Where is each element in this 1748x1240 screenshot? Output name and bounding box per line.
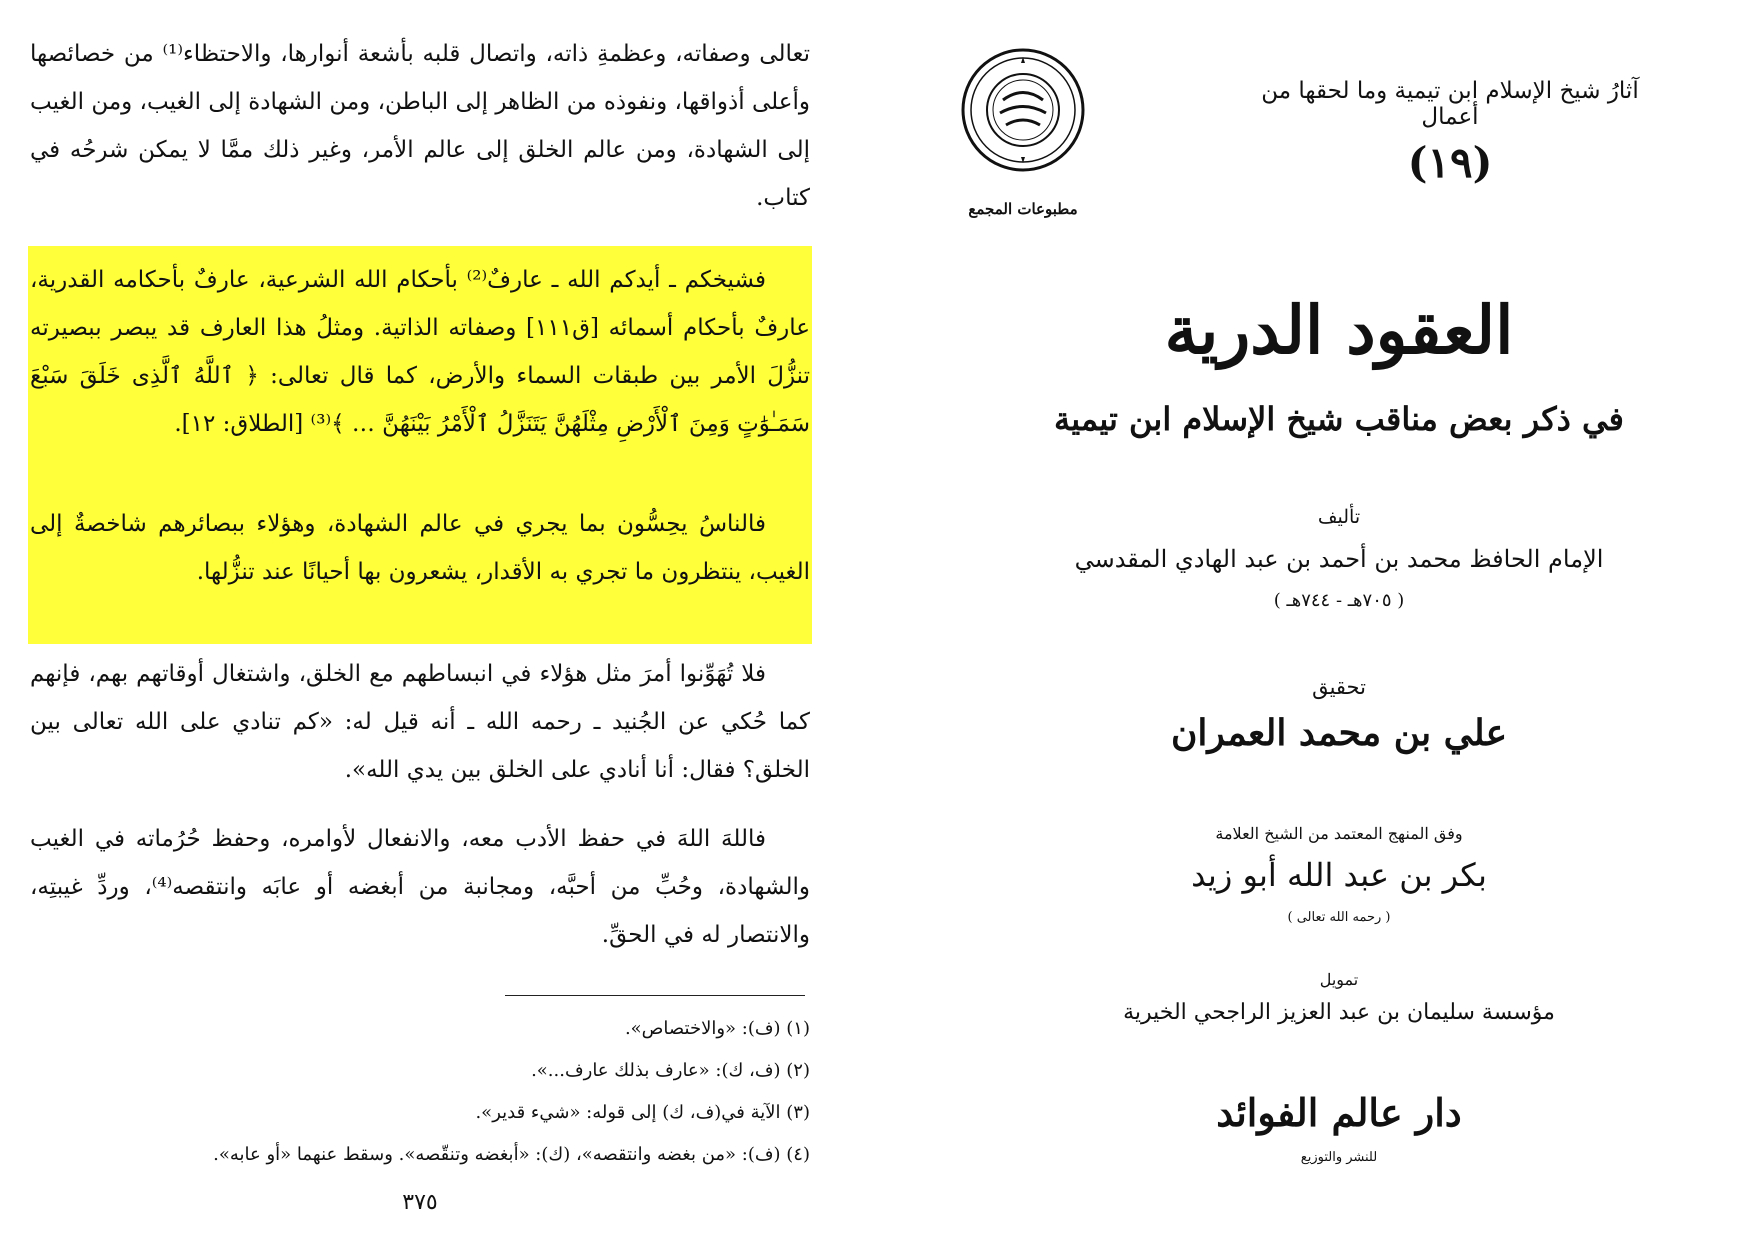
book-subtitle: في ذكر بعض مناقب شيخ الإسلام ابن تيمية <box>1054 400 1624 438</box>
scholar-prayer: ( رحمه الله تعالى ) <box>1287 910 1391 925</box>
left-page <box>0 0 840 1240</box>
footnote-1: (١) (ف): «والاختصاص». <box>624 1018 810 1039</box>
footnote-4: (٤) (ف): «من بغضه وانتقصه»، (ك): «أبغضه وتنقّصه». وسقط عنهما «أو عابه». <box>213 1144 810 1165</box>
editor-name: علي بن محمد العمران <box>1170 712 1508 754</box>
footnote-3: (٣) الآية في(ف، ك) إلى قوله: «شيء قدير». <box>475 1102 810 1123</box>
series-title: آثارُ شيخ الإسلام ابن تيمية وما لحقها من أعمال <box>1261 78 1639 130</box>
paragraph-1-text: تعالى وصفاته، وعظمةِ ذاته، واتصال قلبه بأشعة أنوارها، والاحتظاء⁽¹⁾ من خصائصها وأعلى أذواقها، ونفوذه من الظاهر إلى الباطن، ومن الشهادة إلى الغيب، ومن الغيب إلى الشهادة، ومن عالم الخلق إلى عالم الأمر، وغير ذلك ممَّا لا يمكن شرحُه في كتاب. <box>29 41 810 211</box>
author-name: الإمام الحافظ محمد بن أحمد بن عبد الهادي المقدسي <box>1074 545 1604 573</box>
right-page <box>930 0 1748 1240</box>
method-line: وفق المنهج المعتمد من الشيخ العلامة <box>1215 824 1463 843</box>
paragraph-4-text: فلا تُهَوِّنوا أمرَ مثل هؤلاء في انبساطهم مع الخلق، واشتغال أوقاتهم بهم، فإنهم كما حُكي عن الجُنيد ـ رحمه الله ـ أنه قيل له: «كم تنادي على الله تعالى بين الخلق؟ فقال: أنا أنادي على الخلق بين يدي الله». <box>30 661 810 783</box>
volume-number: (١٩) <box>1407 138 1493 187</box>
academy-seal-icon <box>958 45 1088 175</box>
footnote-2: (٢) (ف، ك): «عارف بذلك عارف...». <box>531 1060 810 1081</box>
footnotes <box>30 1008 810 1176</box>
paragraph-3 <box>30 500 810 596</box>
scholar-name: بكر بن عبد الله أبو زيد <box>1191 856 1487 894</box>
funding-label: تمويل <box>1319 970 1359 989</box>
author-dates: ( ٧٠٥هـ - ٧٤٤هـ ) <box>1273 590 1405 611</box>
paragraph-3-text: فالناسُ يحِسُّون بما يجري في عالم الشهادة، وهؤلاء ببصائرهم شاخصةٌ إلى الغيب، ينتظرون ما تجري به الأقدار، يشعرون بها أحيانًا عند تنزُّلها. <box>30 511 810 585</box>
paragraph-2 <box>30 256 810 448</box>
paragraph-4 <box>30 650 810 794</box>
paragraph-2-text: فشيخكم ـ أيدكم الله ـ عارفٌ⁽²⁾ بأحكام الله الشرعية، عارفٌ بأحكامه القدرية، عارفٌ بأحكام أسمائه [ق١١١] وصفاته الذاتية. ومثلُ هذا العارف قد يبصر ببصيرته تنزُّلَ الأمر بين طبقات السماء والأرض، كما قال تعالى: ﴿ ٱللَّهُ ٱلَّذِى خَلَقَ سَبْعَ سَمَـٰوَٰتٍ وَمِنَ ٱلْأَرْضِ مِثْلَهُنَّ يَتَنَزَّلُ ٱلْأَمْرُ بَيْنَهُنَّ … ﴾⁽³⁾ [الطلاق: ١٢]. <box>30 267 810 437</box>
page-number: ٣٧٥ <box>402 1190 438 1215</box>
publisher-subtitle: للنشر والتوزيع <box>1300 1150 1378 1165</box>
publisher-name: دار عالم الفوائد <box>1216 1090 1462 1135</box>
seal-caption: مطبوعات المجمع <box>968 200 1078 218</box>
editing-label: تحقيق <box>1312 675 1366 699</box>
paragraph-5 <box>30 815 810 959</box>
paragraph-5-text: فاللهَ اللهَ في حفظ الأدب معه، والانفعال لأوامره، وحفظ حُرُماته في الغيب والشهادة، وحُبِّ من أحبَّه، ومجانبة من أبغضه أو عابَه وانتقصه⁽⁴⁾، وردِّ غيبتِه، والانتصار له في الحقِّ. <box>30 826 810 948</box>
foundation-name: مؤسسة سليمان بن عبد العزيز الراجحي الخيرية <box>1123 1000 1555 1025</box>
book-title: العقود الدرية <box>1164 291 1514 369</box>
paragraph-1 <box>30 30 810 222</box>
footnote-divider <box>505 995 805 996</box>
authorship-label: تأليف <box>1317 506 1361 528</box>
